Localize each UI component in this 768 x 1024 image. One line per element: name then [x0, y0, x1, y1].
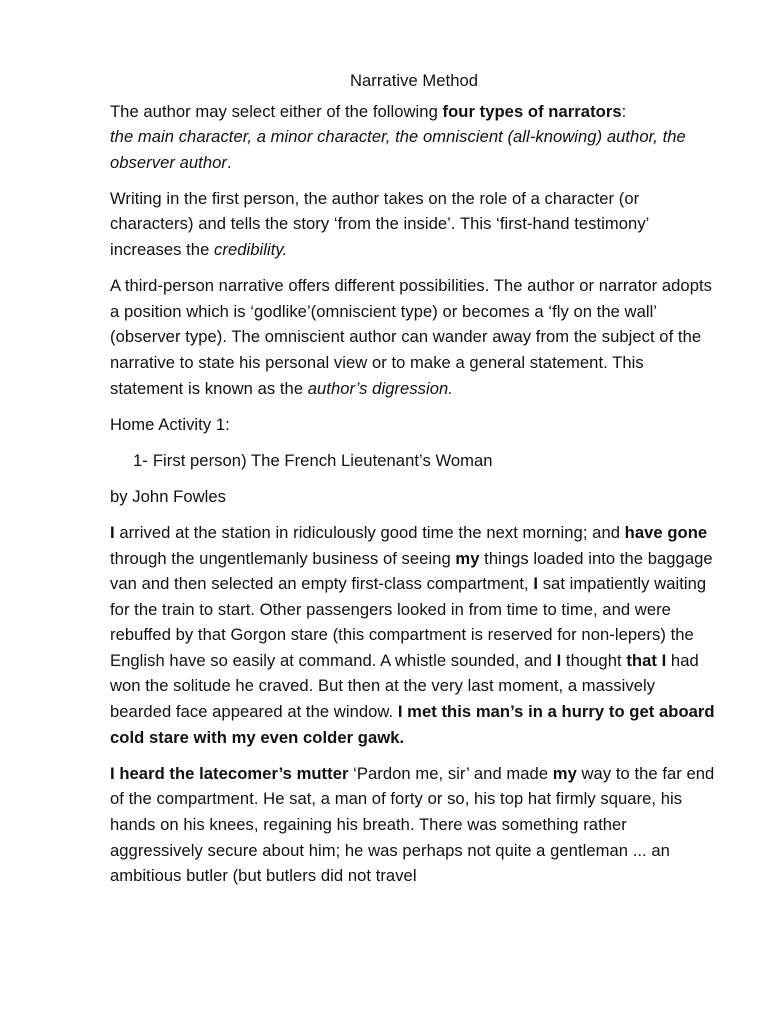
- paragraph-third-person: [110, 273, 718, 401]
- bold-run: I: [533, 574, 539, 594]
- bold-run: I: [110, 522, 115, 542]
- bold-run: that I: [626, 650, 667, 670]
- document-title: Narrative Method: [349, 71, 479, 90]
- paragraph-narrator-types: [110, 99, 718, 176]
- text-run: things loaded into the baggage van and then selected an empty first-class compartment,: [110, 548, 713, 594]
- bold-run: I met this man’s in a hurry to get aboard cold stare with my even colder gawk.: [110, 702, 715, 747]
- document-page: [110, 68, 718, 899]
- list-text: First person) The French Lieutenant’s Woman: [152, 450, 493, 470]
- list-number: 1-: [133, 450, 148, 470]
- text-run: The author may select either of the following: [110, 101, 443, 121]
- paragraph-first-person: [110, 186, 718, 263]
- text-run: .: [226, 152, 232, 172]
- bold-run: I heard the latecomer’s mutter: [110, 763, 349, 783]
- italic-run: the main character, a minor character, the omniscient (all-knowing) author, the observer author: [110, 127, 686, 172]
- bold-run: I: [556, 650, 562, 670]
- italic-run: author’s digression.: [307, 378, 453, 398]
- text-run: Writing in the first person, the author takes on the role of a character (or characters) and tells the story ‘from the inside’. This ‘first-hand testimony’ increases the: [110, 188, 649, 260]
- text-run: A third-person narrative offers different possibilities. The author or narrator adopts a position which is ‘godlike’(omniscient type) or becomes a ‘fly on the wall’ (observer type). The omniscient author can wander away from the subject of the narrative to state his personal view or to make a general statement. This statement is known as the: [110, 276, 712, 398]
- bold-run: my: [552, 763, 577, 783]
- text-run: arrived at the station in ridiculously good time the next morning; and: [114, 522, 625, 542]
- bold-run: four types of narrators: [442, 101, 622, 121]
- text-run: :: [621, 101, 627, 121]
- paragraph-excerpt-2: [110, 761, 718, 889]
- list-item: [133, 448, 718, 474]
- activity-heading: Home Activity 1:: [110, 414, 230, 434]
- text-run: through the ungentlemanly business of seeing: [110, 548, 456, 568]
- text-run: way to the far end of the compartment. He sat, a man of forty or so, his top hat firmly square, his hands on his knees, regaining his breath. There was something rather aggressively secure about him; he was perhaps not quite a gentleman ... an ambitious butler (but butlers did not travel: [110, 763, 715, 886]
- text-run: had won the solitude he craved. But then at the very last moment, a massively bearded face appeared at the window.: [110, 650, 699, 722]
- byline: by John Fowles: [110, 486, 226, 506]
- bold-run: have gone: [624, 522, 708, 542]
- text-run: sat impatiently waiting for the train to start. Other passengers looked in from time to time, and were rebuffed by that Gorgon stare (this compartment is reserved for non-lepers) the English have so easily at command. A whistle sounded, and: [110, 574, 707, 670]
- text-run: thought: [561, 650, 627, 670]
- bold-run: my: [455, 548, 480, 568]
- text-run: ‘Pardon me, sir’ and made: [348, 763, 553, 783]
- italic-run: credibility.: [214, 240, 288, 260]
- paragraph-excerpt-1: [110, 520, 718, 750]
